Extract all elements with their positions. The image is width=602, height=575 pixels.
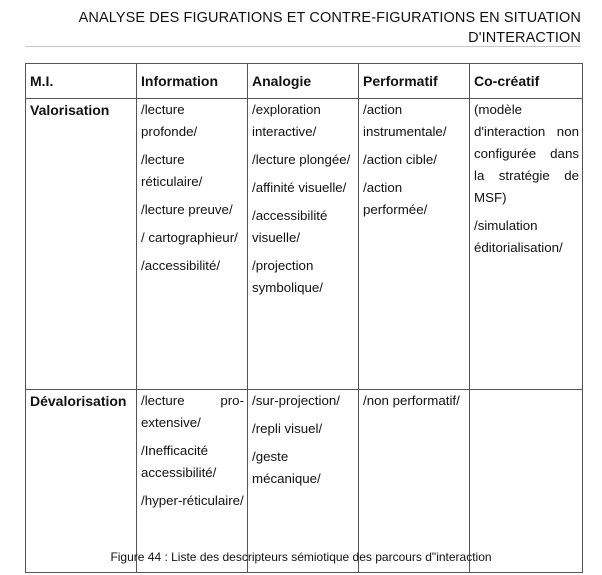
running-header-line-2: D'INTERACTION xyxy=(468,30,581,46)
descriptor: /lecture preuve/ xyxy=(141,202,233,217)
descriptor: / cartographieur/ xyxy=(141,230,238,245)
header-rule xyxy=(25,46,581,47)
running-header-line-1: ANALYSE DES FIGURATIONS ET CONTRE-FIGURATIONS EN SITUATION xyxy=(78,10,581,26)
column-header-cocreatif: Co-créatif xyxy=(470,64,583,99)
column-header-information: Information xyxy=(137,64,248,99)
table-row-valorisation xyxy=(26,99,583,390)
figure-caption: Figure 44 : Liste des descripteurs sémiotique des parcours d"interaction xyxy=(110,550,492,564)
descriptor: /repli visuel/ xyxy=(252,421,323,436)
descriptor: /action performée/ xyxy=(363,180,428,217)
cell-devalorisation-performatif xyxy=(359,390,470,573)
descriptor: /lecture profonde/ xyxy=(141,102,198,139)
descriptor: /action instrumentale/ xyxy=(363,102,447,139)
descriptor: /sur-projection/ xyxy=(252,393,340,408)
cell-valorisation-cocreatif xyxy=(470,99,583,390)
descriptor: /lecture plongée/ xyxy=(252,152,351,167)
descriptor: /geste mécanique/ xyxy=(252,449,321,486)
table-header-row xyxy=(26,64,583,99)
row-label-devalorisation: Dévalorisation xyxy=(26,390,137,573)
descriptor: /lecture pro-extensive/ xyxy=(141,393,244,430)
cell-devalorisation-cocreatif xyxy=(470,390,583,573)
column-header-performatif: Performatif xyxy=(359,64,470,99)
cell-devalorisation-information xyxy=(137,390,248,573)
running-header xyxy=(41,8,581,48)
descriptor: /projection symbolique/ xyxy=(252,258,323,295)
descriptor: /simulation éditorialisation/ xyxy=(474,218,563,255)
table-row-devalorisation xyxy=(26,390,583,573)
descriptor: /Inefficacité accessibilité/ xyxy=(141,443,217,480)
cell-devalorisation-analogie xyxy=(248,390,359,573)
descriptor-table xyxy=(25,63,583,573)
cell-valorisation-performatif xyxy=(359,99,470,390)
descriptor: /affinité visuelle/ xyxy=(252,180,347,195)
row-label-valorisation: Valorisation xyxy=(26,99,137,390)
column-header-mi: M.I. xyxy=(26,64,137,99)
descriptor: /accessibilité/ xyxy=(141,258,221,273)
cell-valorisation-information xyxy=(137,99,248,390)
column-header-analogie: Analogie xyxy=(248,64,359,99)
descriptor: /accessibilité visuelle/ xyxy=(252,208,328,245)
cell-valorisation-analogie xyxy=(248,99,359,390)
descriptor: /exploration interactive/ xyxy=(252,102,321,139)
descriptor: (modèle d'interaction non configurée dans la stratégie de MSF) xyxy=(474,102,579,205)
descriptor: /lecture réticulaire/ xyxy=(141,152,203,189)
descriptor: /hyper-réticulaire/ xyxy=(141,493,244,508)
descriptor: /non performatif/ xyxy=(363,393,460,408)
descriptor: /action cible/ xyxy=(363,152,437,167)
